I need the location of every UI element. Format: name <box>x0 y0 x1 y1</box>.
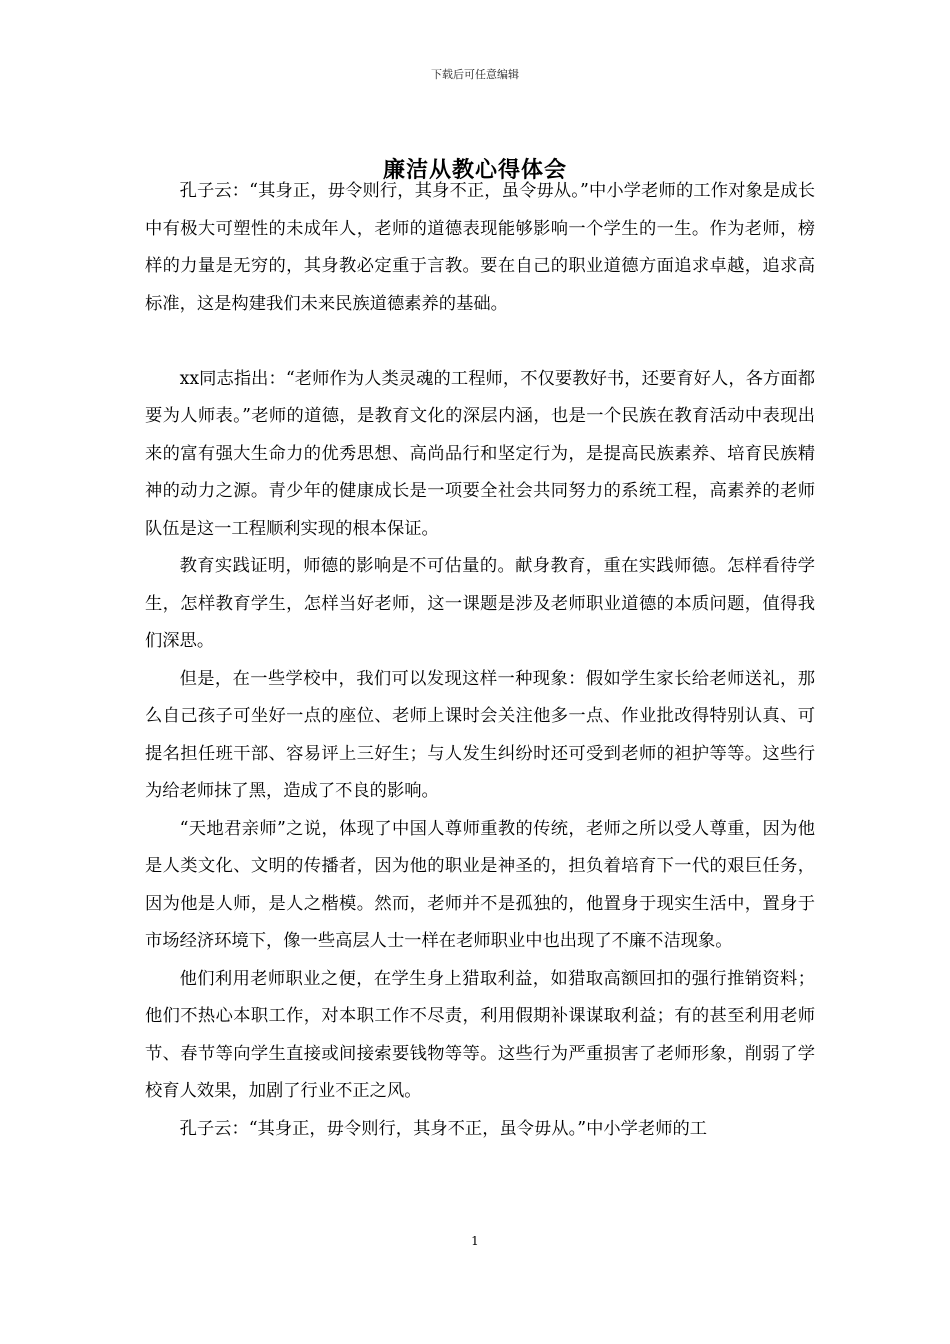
paragraph: 孔子云：“其身正，毋令则行，其身不正，虽令毋从。”中小学老师的工 <box>179 1118 708 1139</box>
paragraph: 但是，在一些学校中，我们可以发现这样一种现象：假如学生家长给老师送礼，那么自己孩子可坐好一点的座位、老师上课时会关注他多一点、作业批改得特别认真、可提名担任班干部、容易评上三好生；与人发生纠纷时还可受到老师的袒护等等。这些行为给老师抹了黑，造成了不良的影响。 <box>145 668 815 801</box>
paragraph: “天地君亲师”之说，体现了中国人尊师重教的传统，老师之所以受人尊重，因为他是人类文化、文明的传播者，因为他的职业是神圣的，担负着培育下一代的艰巨任务，因为他是人师，是人之楷模。然而，老师并不是孤独的，他置身于现实生活中，置身于市场经济环境下，像一些高层人士一样在老师职业中也出现了不廉不洁现象。 <box>145 818 815 951</box>
document-body <box>145 173 815 1148</box>
paragraph: xx同志指出：“老师作为人类灵魂的工程师，不仅要教好书，还要育好人，各方面都要为人师表。”老师的道德，是教育文化的深层内涵，也是一个民族在教育活动中表现出来的富有强大生命力的优秀思想、高尚品行和坚定行为，是提高民族素养、培育民族精神的动力之源。青少年的健康成长是一项要全社会共同努力的系统工程，高素养的老师队伍是这一工程顺利实现的根本保证。 <box>145 368 815 539</box>
document-title: 廉洁从教心得体会 <box>382 157 567 183</box>
paragraph: 他们利用老师职业之便，在学生身上猎取利益，如猎取高额回扣的强行推销资料；他们不热心本职工作，对本职工作不尽责，利用假期补课谋取利益；有的甚至利用老师节、春节等向学生直接或间接索要钱物等等。这些行为严重损害了老师形象，削弱了学校育人效果，加剧了行业不正之风。 <box>145 968 815 1101</box>
page-header: 下载后可任意编辑 <box>431 68 519 81</box>
paragraph: 孔子云：“其身正，毋令则行，其身不正，虽令毋从。”中小学老师的工作对象是成长中有极大可塑性的未成年人，老师的道德表现能够影响一个学生的一生。作为老师，榜样的力量是无穷的，其身教必定重于言教。要在自己的职业道德方面追求卓越，追求高标准，这是构建我们未来民族道德素养的基础。 <box>145 181 815 314</box>
page-number: 1 <box>471 1234 479 1248</box>
paragraph-spacer <box>145 323 815 361</box>
paragraph: 教育实践证明，师德的影响是不可估量的。献身教育，重在实践师德。怎样看待学生，怎样教育学生，怎样当好老师，这一课题是涉及老师职业道德的本质问题，值得我们深思。 <box>145 556 815 651</box>
